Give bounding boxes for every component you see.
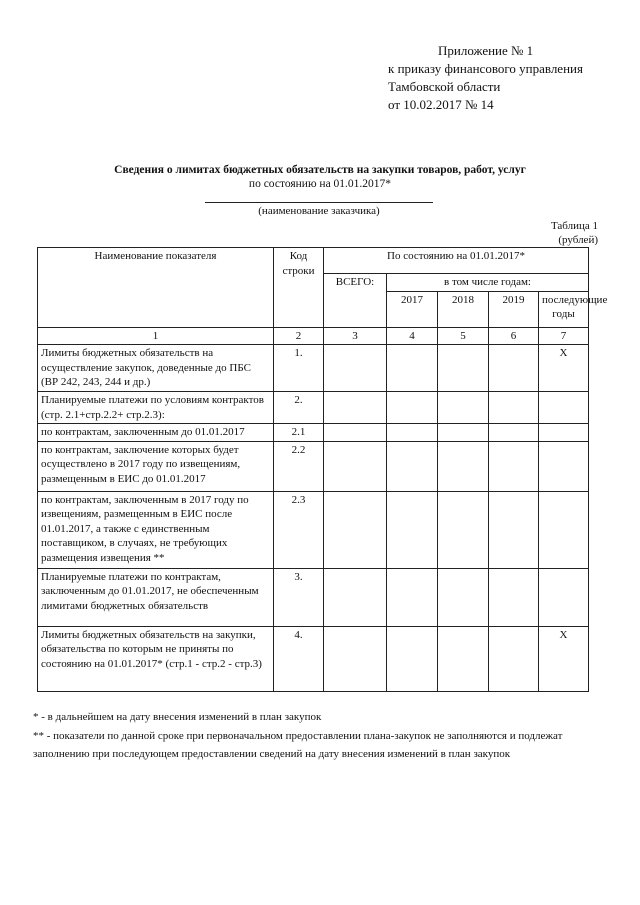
cell-total	[324, 626, 387, 691]
appendix-line-1: к приказу финансового управления	[388, 61, 583, 76]
header-year-2017: 2017	[387, 291, 438, 327]
footnotes	[33, 708, 603, 764]
cell-2019	[489, 424, 539, 442]
cell-total	[324, 345, 387, 392]
cell-2017	[387, 424, 438, 442]
col-number: 1	[38, 327, 274, 345]
customer-caption: (наименование заказчика)	[258, 205, 380, 217]
cell-total	[324, 568, 387, 626]
cell-later	[539, 392, 589, 424]
col-number: 3	[324, 327, 387, 345]
table-unit: (рублей)	[558, 234, 598, 246]
row-code: 2.2	[274, 441, 324, 491]
document-subtitle: по состоянию на 01.01.2017*	[248, 178, 392, 190]
cell-later: X	[539, 345, 589, 392]
appendix-title: Приложение № 1	[438, 43, 534, 58]
cell-2017	[387, 626, 438, 691]
appendix-line-3: от 10.02.2017 № 14	[388, 97, 494, 112]
cell-2017	[387, 441, 438, 491]
cell-total	[324, 491, 387, 568]
cell-2019	[489, 568, 539, 626]
table-row	[38, 568, 589, 626]
col-number: 2	[274, 327, 324, 345]
table-label-block	[500, 219, 598, 247]
row-name: Планируемые платежи по условиям контрактов (стр. 2.1+стр.2.2+ стр.2.3):	[38, 392, 274, 424]
table-row	[38, 345, 589, 392]
row-name: Планируемые платежи по контрактам, заключенным до 01.01.2017, не обеспеченным лимитами бюджетных обязательств	[38, 568, 274, 626]
row-code: 3.	[274, 568, 324, 626]
col-number: 4	[387, 327, 438, 345]
appendix-line-2: Тамбовской области	[388, 79, 501, 94]
row-name: Лимиты бюджетных обязательств на осуществление закупок, доведенные до ПБС (ВР 242, 243, 244 и др.)	[38, 345, 274, 392]
cell-total	[324, 441, 387, 491]
header-indicator: Наименование показателя	[38, 248, 274, 328]
table-label: Таблица 1	[550, 220, 598, 232]
row-code: 2.	[274, 392, 324, 424]
cell-total	[324, 424, 387, 442]
cell-2018	[438, 345, 489, 392]
cell-2018	[438, 626, 489, 691]
column-number-row	[38, 327, 589, 345]
cell-2017	[387, 345, 438, 392]
row-name: по контрактам, заключенным до 01.01.2017	[38, 424, 274, 442]
limits-table	[37, 247, 608, 692]
cell-2019	[489, 345, 539, 392]
header-code: Код строки	[274, 248, 324, 328]
cell-2019	[489, 441, 539, 491]
col-number: 5	[438, 327, 489, 345]
cell-2018	[438, 491, 489, 568]
cell-2017	[387, 568, 438, 626]
cell-2019	[489, 626, 539, 691]
cell-total	[324, 392, 387, 424]
table-row	[38, 626, 589, 691]
row-name: по контрактам, заключенным в 2017 году по извещениям, размещенным в ЕИС после 01.01.2017, а также с единственным поставщиком, в случаях, не требующих размещения извещения **	[38, 491, 274, 568]
table-row	[38, 392, 589, 424]
footnote-1: * - в дальнейшем на дату внесения изменений в план закупок	[33, 711, 322, 723]
header-total: ВСЕГО:	[324, 274, 387, 328]
row-code: 1.	[274, 345, 324, 392]
header-period: По состоянию на 01.01.2017*	[324, 248, 589, 274]
cell-2018	[438, 568, 489, 626]
col-number: 6	[489, 327, 539, 345]
cell-2018	[438, 392, 489, 424]
cell-2019	[489, 392, 539, 424]
table-row	[38, 424, 589, 442]
cell-later	[539, 491, 589, 568]
row-code: 2.1	[274, 424, 324, 442]
row-name: Лимиты бюджетных обязательств на закупки, обязательства по которым не приняты по состоянию на 01.01.2017* (стр.1 - стр.2 - стр.3)	[38, 626, 274, 691]
col-number: 7	[539, 327, 589, 345]
document-title: Сведения о лимитах бюджетных обязательств на закупки товаров, работ, услуг	[114, 164, 526, 176]
cell-later	[539, 441, 589, 491]
header-year-2019: 2019	[489, 291, 539, 327]
cell-later	[539, 424, 589, 442]
cell-later	[539, 568, 589, 626]
table-row	[38, 491, 589, 568]
row-code: 4.	[274, 626, 324, 691]
header-later-years: последующие годы	[539, 291, 589, 327]
cell-2017	[387, 491, 438, 568]
cell-2018	[438, 441, 489, 491]
cell-2017	[387, 392, 438, 424]
cell-later: X	[539, 626, 589, 691]
cell-2019	[489, 491, 539, 568]
row-code: 2.3	[274, 491, 324, 568]
customer-name-line	[205, 202, 433, 203]
table-row	[38, 441, 589, 491]
row-name: по контрактам, заключение которых будет осуществлено в 2017 году по извещениям, размещенным в ЕИС до 01.01.2017	[38, 441, 274, 491]
cell-2018	[438, 424, 489, 442]
footnote-2: ** - показатели по данной сроке при первоначальном предоставлении плана-закупок не заполняются и подлежат заполнению при последующем предоставлении сведений на дату внесения изменений в план закупок	[33, 729, 563, 760]
header-year-2018: 2018	[438, 291, 489, 327]
header-by-year: в том числе годам:	[387, 274, 589, 292]
